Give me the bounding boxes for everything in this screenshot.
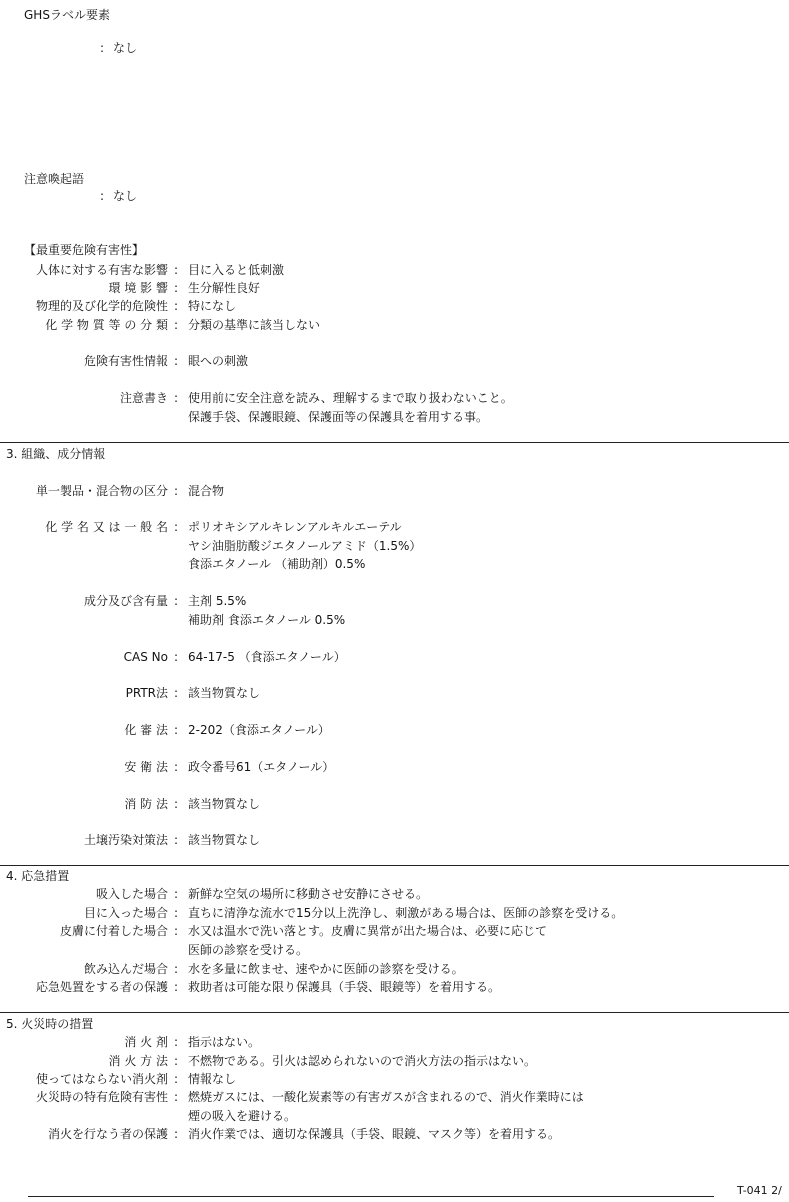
fire-colon: : [174,1127,179,1141]
hazard-label: 環 境 影 響 [108,281,168,295]
composition-value-line3: 食添エタノール （補助剤）0.5% [188,557,366,571]
hazard-value-line2: 保護手袋、保護眼鏡、保護面等の保護具を着用する事。 [188,410,489,424]
hazard-colon: : [174,281,179,295]
composition-colon: : [174,760,179,774]
composition-label: 消 防 法 [124,797,168,811]
fire-colon: : [174,1054,179,1068]
first-aid-value: 水又は温水で洗い落とす。皮膚に異常が出た場合は、必要に応じて [188,924,548,938]
composition-colon: : [174,520,179,534]
ghs-value: なし [113,41,138,55]
first-aid-value: 新鮮な空気の場所に移動させ安静にさせる。 [188,887,429,901]
ghs-colon: : [100,41,105,55]
composition-label: PRTR法 [125,686,168,700]
first-aid-colon: : [174,887,179,901]
fire-label: 火災時の特有危険有害性 [35,1090,168,1104]
signal-colon: : [100,189,105,203]
hazard-value: 眼への刺激 [188,354,249,368]
fire-colon: : [174,1072,179,1086]
page-code: T-041 2/ [737,1184,782,1197]
fire-value: 燃焼ガスには、一酸化炭素等の有害ガスが含まれるので、消火作業時には [188,1090,584,1104]
hazards-title: 【最重要危険有害性】 [24,243,145,257]
composition-value: 該当物質なし [188,797,261,811]
fire-label: 消火を行なう者の保護 [47,1127,168,1141]
hazard-label: 人体に対する有害な影響 [35,263,168,277]
section-title-ghs: GHSラベル要素 [24,8,110,22]
section-title-fire: 5. 火災時の措置 [6,1017,94,1031]
hazard-colon: : [174,318,179,332]
hazard-label: 注意書き [119,391,168,405]
footer-rule [28,1196,714,1197]
composition-colon: : [174,686,179,700]
composition-colon: : [174,484,179,498]
composition-label: CAS No [123,650,168,664]
fire-value: 消火作業では、適切な保護具（手袋、眼鏡、マスク等）を着用する。 [188,1127,561,1141]
first-aid-label: 吸入した場合 [95,887,168,901]
composition-colon: : [174,650,179,664]
composition-label: 化 学 名 又 は 一 般 名 [45,520,168,534]
section-title-first-aid: 4. 応急措置 [6,869,70,883]
hazard-label: 危険有害性情報 [83,354,168,368]
composition-value: 64-17-5 （食添エタノール） [188,650,346,664]
fire-value: 情報なし [188,1072,237,1086]
composition-value: 混合物 [188,484,225,498]
composition-label: 土壌汚染対策法 [83,833,168,847]
composition-value: 主剤 5.5% [188,594,247,608]
composition-colon: : [174,594,179,608]
fire-colon: : [174,1090,179,1104]
first-aid-value: 直ちに清浄な流水で15分以上洗浄し、刺激がある場合は、医師の診察を受ける。 [188,906,624,920]
first-aid-colon: : [174,906,179,920]
section-title-signal-word: 注意喚起語 [24,172,85,186]
fire-label: 消 火 方 法 [108,1054,168,1068]
composition-value-line2: 補助剤 食添エタノール 0.5% [188,613,346,627]
fire-label: 消 火 剤 [124,1035,168,1049]
fire-colon: : [174,1035,179,1049]
divider [0,1012,789,1013]
composition-colon: : [174,833,179,847]
hazard-value: 分類の基準に該当しない [188,318,321,332]
composition-colon: : [174,723,179,737]
composition-label: 安 衛 法 [124,760,168,774]
fire-value: 指示はない。 [188,1035,261,1049]
composition-value: 2-202（食添エタノール） [188,723,330,737]
hazard-label: 化 学 物 質 等 の 分 類 [45,318,168,332]
first-aid-value: 救助者は可能な限り保護具（手袋、眼鏡等）を着用する。 [188,980,501,994]
divider [0,442,789,443]
first-aid-label: 皮膚に付着した場合 [59,924,168,938]
composition-value: 該当物質なし [188,686,261,700]
first-aid-colon: : [174,924,179,938]
first-aid-value-line2: 医師の診察を受ける。 [188,943,309,957]
fire-value-line2: 煙の吸入を避ける。 [188,1109,297,1123]
first-aid-value: 水を多量に飲ませ、速やかに医師の診察を受ける。 [188,962,464,976]
hazard-value: 生分解性良好 [188,281,261,295]
hazard-colon: : [174,354,179,368]
first-aid-colon: : [174,962,179,976]
first-aid-label: 飲み込んだ場合 [83,962,168,976]
section-title-composition: 3. 組織、成分情報 [6,447,106,461]
first-aid-colon: : [174,980,179,994]
first-aid-label: 目に入った場合 [83,906,168,920]
composition-label: 化 審 法 [124,723,168,737]
composition-colon: : [174,797,179,811]
composition-label: 単一製品・混合物の区分 [35,484,168,498]
hazard-value: 特になし [188,299,237,313]
composition-value: ポリオキシアルキレンアルキルエーテル [188,520,402,534]
composition-label: 成分及び含有量 [83,594,168,608]
composition-value-line2: ヤシ油脂肪酸ジエタノールアミド（1.5%） [188,539,422,553]
hazard-colon: : [174,299,179,313]
hazard-colon: : [174,263,179,277]
first-aid-label: 応急処置をする者の保護 [35,980,168,994]
composition-value: 政令番号61（エタノール） [188,760,335,774]
fire-value: 不燃物である。引火は認められないので消火方法の指示はない。 [188,1054,537,1068]
hazard-value: 使用前に安全注意を読み、理解するまで取り扱わないこと。 [188,391,513,405]
divider [0,865,789,866]
composition-value: 該当物質なし [188,833,261,847]
fire-label: 使ってはならない消火剤 [35,1072,168,1086]
hazard-colon: : [174,391,179,405]
hazard-value: 目に入ると低刺激 [188,263,285,277]
hazard-label: 物理的及び化学的危険性 [35,299,168,313]
signal-value: なし [113,189,138,203]
